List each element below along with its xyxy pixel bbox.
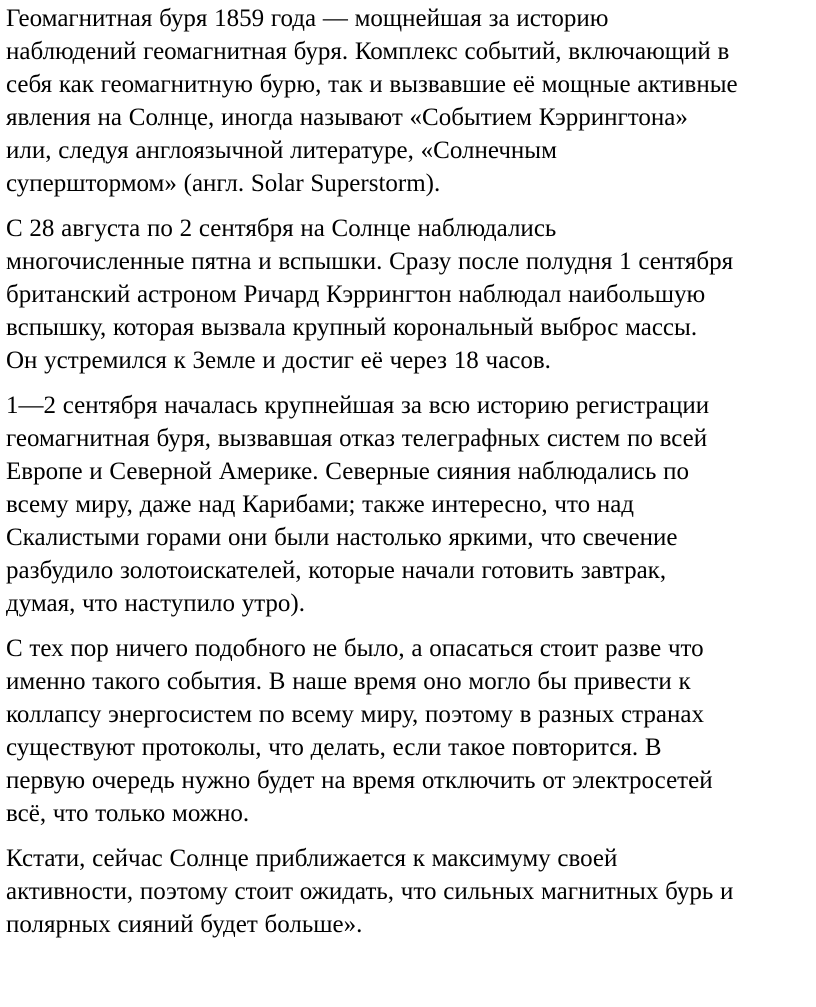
paragraph-2: С 28 августа по 2 сентября на Солнце наблюдались многочисленные пятна и вспышки. Сразу после полудня 1 сентября британский астроном Ричард Кэррингтон наблюдал наибольшую вспышку, которая вызвала крупный корональный выброс массы. Он устремился к Земле и достиг её через 18 часов. [6, 215, 734, 374]
paragraph-3: 1—2 сентября началась крупнейшая за всю историю регистрации геомагнитная буря, вызвавшая отказ телеграфных систем по всей Европе и Северной Америке. Северные сияния наблюдались по всему миру, даже над Карибами; также интересно, что над Скалистыми горами они были настолько яркими, что свечение разбудило золотоискателей, которые начали готовить завтрак, думая, что наступило утро). [6, 392, 710, 617]
paragraph-5: Кстати, сейчас Солнце приближается к максимуму своей активности, поэтому стоит ожидать, что сильных магнитных бурь и полярных сияний будет больше». [6, 845, 734, 938]
paragraph-4: С тех пор ничего подобного не было, а опасаться стоит разве что именно такого события. В наше время оно могло бы привести к коллапсу энергосистем по всему миру, поэтому в разных странах существуют протоколы, что делать, если такое повторится. В первую очередь нужно будет на время отключить от электросетей всё, что только можно. [6, 635, 713, 827]
paragraph-1: Геомагнитная буря 1859 года — мощнейшая за историю наблюдений геомагнитная буря. Комплекс событий, включающий в себя как геомагнитную бурю, так и вызвавшие её мощные активные явления на Солнце, иногда называют «Событием Кэррингтона» или, следуя англоязычной литературе, «Солнечным суперштормом» (англ. Solar Superstorm). [6, 5, 738, 197]
